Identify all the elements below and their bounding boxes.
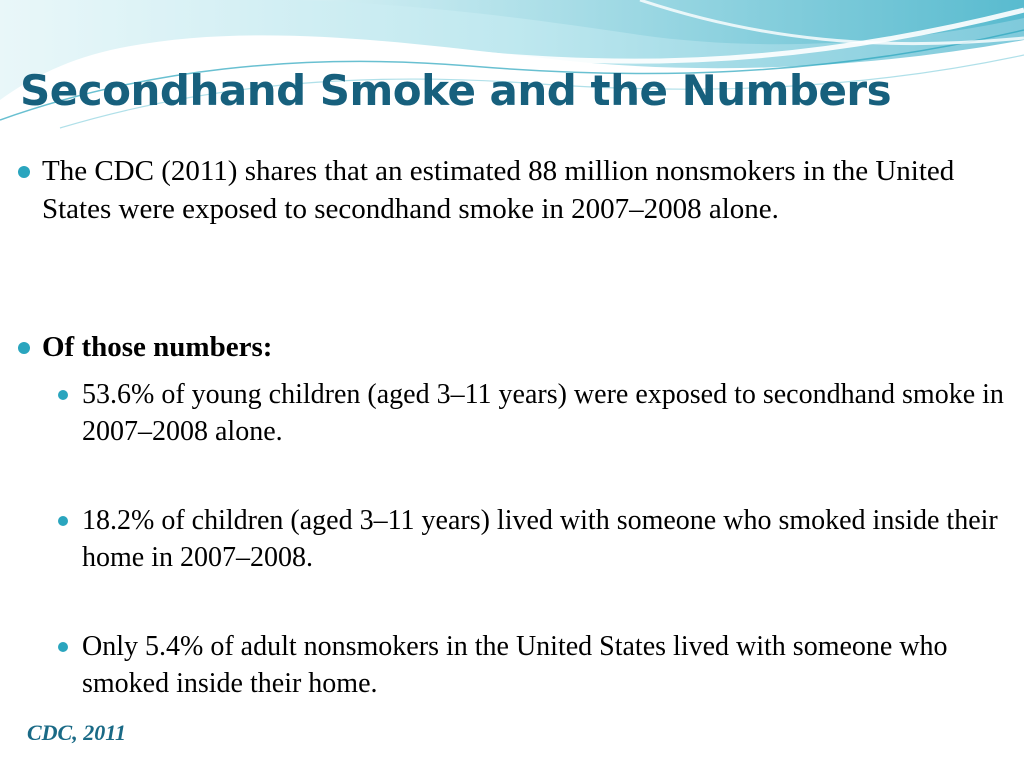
- sub-bullet-dot-icon: [58, 390, 68, 400]
- bullet-1-text: The CDC (2011) shares that an estimated 88 million nonsmokers in the United States were exposed to secondhand smoke in 2007–2008 alone.: [42, 155, 955, 225]
- citation: CDC, 2011: [27, 720, 127, 745]
- slide-title: Secondhand Smoke and the Numbers: [20, 66, 892, 115]
- sub-bullet-3-text: Only 5.4% of adult nonsmokers in the United States lived with someone who smoked inside their home.: [82, 631, 948, 699]
- bullet-dot-icon: [18, 342, 30, 354]
- bullet-2-text: Of those numbers:: [42, 331, 273, 363]
- sub-bullet-1-text: 53.6% of young children (aged 3–11 years) were exposed to secondhand smoke in 2007–2008 alone.: [82, 379, 1004, 447]
- sub-bullet-dot-icon: [58, 516, 68, 526]
- bullet-dot-icon: [18, 166, 30, 178]
- sub-bullet-dot-icon: [58, 642, 68, 652]
- sub-bullet-2-text: 18.2% of children (aged 3–11 years) lived with someone who smoked inside their home in 2007–2008.: [82, 505, 998, 573]
